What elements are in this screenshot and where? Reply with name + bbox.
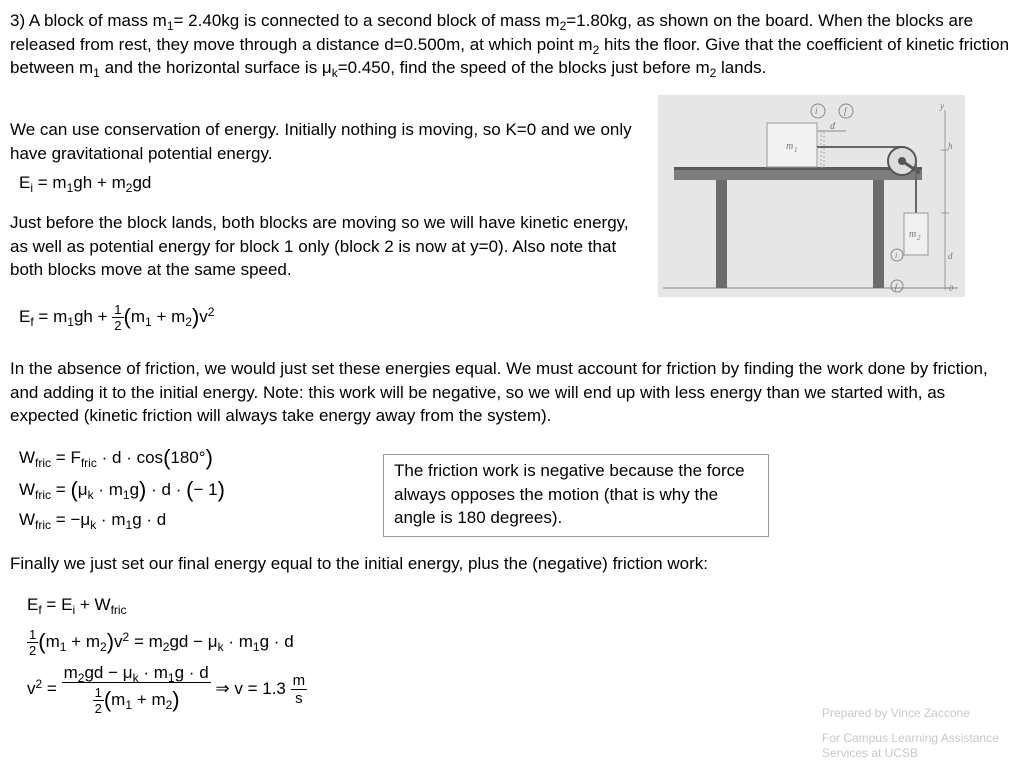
fraction-half: $\frac{1}{2}$: [29, 627, 37, 658]
label-m1-sub: 1: [794, 146, 798, 154]
equation-energy-expanded: $\frac{1}{2}$ $(m_1 + m_2)v^2 = m_2gd - \mu_k \cdot m_1g \cdot d$: [29, 627, 294, 658]
label-m1: m: [786, 141, 794, 152]
fraction-half: $\frac{1}{2}$: [114, 302, 122, 333]
energy-intro-paragraph: We can use conservation of energy. Initially nothing is moving, so K=0 and we only have gravitational potential energy.: [10, 120, 632, 163]
credit-author: Prepared by Vince Zaccone: [822, 706, 970, 720]
equation-initial-energy: $E_i = m_1gh + m_2gd$: [19, 173, 152, 195]
fraction-velocity: $m_2gd - \mu_k \cdot m_1g \cdot d$ $\frac{1}{2}$ $(m_1 + m_2)$: [63, 663, 209, 716]
equation-energy-balance: $E_f = E_i + W_{fric}$: [27, 595, 127, 617]
label-initial: i: [815, 106, 818, 116]
table-leg-right: [873, 180, 884, 288]
label-m2-sub: 2: [917, 234, 921, 242]
label-initial-2: i: [895, 251, 898, 260]
credit-organization: For Campus Learning Assistance Services at UCSB: [822, 731, 999, 760]
friction-note-box: The friction work is negative because the force always opposes the motion (that is why the angle is 180 degrees).: [383, 454, 769, 537]
label-distance-vertical: d: [948, 251, 953, 261]
unit-meters-per-second: $\frac{m}{s}$: [292, 672, 306, 707]
problem-statement: 3) A block of mass $m_1= 2.40kg$ is connected to a second block of mass $m_2=1.80kg$, as shown on the board. When the blocks are released from rest, they move through a distance d=0.500m, at which point $m_2$ hits the floor. Give that the coefficient of kinetic friction between $m_1$ and the horizontal surface is $\mu_k=0.450$, find the speed of the blocks just before $m_2$ lands.: [10, 11, 1010, 80]
table-leg-left: [716, 180, 727, 288]
label-y-axis: y: [940, 101, 944, 111]
final-paragraph: Finally we just set our final energy equal to the initial energy, plus the (negative) friction work:: [10, 554, 708, 573]
friction-paragraph: In the absence of friction, we would just set these energies equal. We must account for friction by finding the work done by friction, and adding it to the initial energy. Note: this work will be negative, so we will end up with less energy than we started with, as expected (kinetic friction will always take energy away from the system).: [10, 359, 988, 425]
label-final: f: [844, 106, 847, 116]
label-final-2: f: [895, 282, 898, 291]
equation-velocity-solution: $v^2$ = $m_2gd - \mu_k \cdot m_1g \cdot d$ $\frac{1}{2}$ $(m_1 + m_2)$ ⇒ v = 1.3 $\frac{m}{s}$: [27, 663, 306, 716]
equation-friction-work-2: $W_{fric} = (\mu_k \cdot m_1g) \cdot d$ · (− 1): [19, 477, 225, 502]
label-zero: 0: [949, 284, 953, 293]
equation-final-energy: $E_f = m_1gh$ + $\frac{1}{2}$ $(m_1 + m_2)v^2$: [19, 302, 215, 333]
final-state-paragraph: Just before the block lands, both blocks are moving so we will have kinetic energy, as well as potential energy for block 1 only (block 2 is now at y=0). Also note that both blocks move at the same speed.: [10, 213, 629, 279]
block-pulley-figure: [658, 95, 965, 297]
label-distance: d: [830, 121, 835, 132]
label-m2: m: [909, 229, 917, 240]
equation-friction-work-1: $W_{fric} = F_{fric} \cdot d \cdot \cos(180^\circ)$: [19, 445, 213, 470]
label-height: h: [948, 141, 953, 151]
equation-friction-work-3: $W_{fric} = -\mu_k \cdot m_1g \cdot d$: [19, 510, 167, 532]
table-top: [674, 169, 922, 180]
figure-drawing: [658, 95, 965, 297]
